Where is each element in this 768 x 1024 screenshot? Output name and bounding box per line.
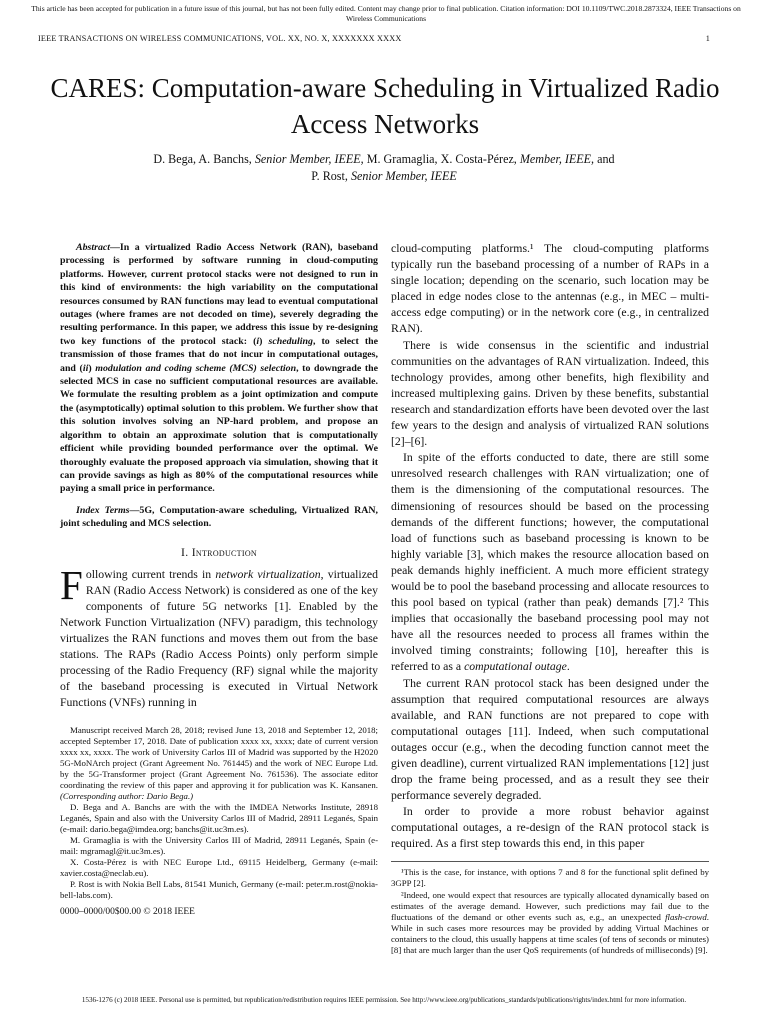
author-grade-2: Member, IEEE, (519, 152, 595, 166)
section-heading (60, 545, 378, 561)
section-title: Introduction (191, 545, 257, 559)
intro-text: , virtualized RAN (Radio Access Network) is considered as one of the key components of future 5G networks [1]. Enabled by the Network Function Virtualization (NFV) paradigm, this technology virtualizes the RAN functions and moves them out from the base stations. The RAPs (Radio Access Points) only perform simple processing of the Radio Frequency (RF) signal while the majority of the baseband processing is executed in Virtual Network Functions (VNFs) running in (60, 567, 379, 710)
footnote-2 (391, 890, 709, 956)
affiliation-3: X. Costa-Pérez is with NEC Europe Ltd., 69115 Heidelberg, Germany (e-mail: xavier.costa@neclab.eu). (60, 857, 378, 879)
abstract (60, 241, 378, 496)
affiliation-4: P. Rost is with Nokia Bell Labs, 81541 Munich, Germany (e-mail: peter.m.rost@nokia-bell-labs.com). (60, 879, 378, 901)
footnote-emphasis: flash-crowd (665, 911, 707, 922)
author-names-2: M. Gramaglia, X. Costa-Pérez, (363, 152, 520, 166)
left-column (60, 241, 378, 918)
copyright-notice: 1536-1276 (c) 2018 IEEE. Personal use is permitted, but republication/redistribution requires IEEE permission. See http://www.ieee.org/publications_standards/publications/rights/index.html for more information. (81, 996, 687, 1004)
body-emphasis: computational outage (464, 660, 567, 674)
copyright-line: 0000–0000/00$00.00 © 2018 IEEE (60, 907, 195, 918)
journal-name: IEEE TRANSACTIONS ON WIRELESS COMMUNICATIONS, VOL. XX, NO. X, XXXXXXX XXXX (38, 34, 402, 43)
author-names-3: P. Rost, (311, 169, 351, 183)
abstract-text: , to downgrade the selected MCS in case no sufficient computational resources are available. We formulate the resulting problem as a joint optimization and compute the (asymptotically) optimal solution to this problem. We further show that this solution involves solving an NP-hard problem, and propose an algorithm to obtain an approximate solution that is computationally efficient while providing bounded performance over the optimal. We thoroughly evaluate the proposed approach via simulation, showing that it can provide savings as high as 80% of the computational resources while paying a small price in performance. (60, 362, 379, 495)
body-paragraph-1: cloud-computing platforms.¹ The cloud-computing platforms typically run the baseband processing of a number of RAPs in a single location; depending on the scenario, such location may be placed in edge nodes close to the antennas (e.g., in MEC – multi-access edge computing) or in the network core (e.g., in centralized RAN). (391, 242, 709, 336)
running-head (38, 34, 710, 43)
abstract-text: ) (88, 362, 96, 374)
footnote-text: . While in such cases more resources may be provided by adding Virtual Machines or containers to the cloud, this usually happens at time scales (of tens of seconds or minutes) [8] that are much larger than the user QoS requirements (of hundreds of milliseconds) [9]. (391, 911, 709, 955)
author-list (60, 151, 708, 185)
body-paragraph-3 (391, 450, 709, 675)
affiliation-2: M. Gramaglia is with the University Carlos III of Madrid, 28911 Leganés, Spain (e-mail: mgramagl@it.uc3m.es). (60, 835, 378, 857)
index-terms (60, 504, 378, 531)
author-line-2 (60, 168, 708, 185)
abstract-term-scheduling: scheduling (268, 335, 313, 347)
corresponding-author: (Corresponding author: Dario Bega.) (60, 791, 194, 802)
abstract-text: —In a virtualized Radio Access Network (RAN), baseband processing is performed by software running in cloud-computing platforms. However, current protocol stacks were not designed to run in this kind of environments: the high variability on the computational resources consumed by RAN functions may lead to eventual computational outages (where frames are not decoded on time), severely degrading the resulting performance. In this paper, we address this issue by re-designing two key functions of the protocol stack: ( (60, 242, 378, 347)
intro-emphasis: network virtualization (215, 567, 321, 581)
author-grade-1: Senior Member, IEEE, (254, 152, 364, 166)
manuscript-footnotes (60, 725, 378, 918)
footnote-1: ¹This is the case, for instance, with options 7 and 8 for the functional split defined by 3GPP [2]. (391, 866, 709, 888)
footnote-text: ²Indeed, one would expect that resources are typically allocated dynamically based on estimates of the average demand. However, such predictions may fail due to the fluctuations of the demand or other events such as, e.g., an unexpected (391, 889, 709, 922)
author-names-1: D. Bega, A. Banchs, (153, 152, 255, 166)
index-terms-label: Index Terms (76, 504, 130, 516)
body-paragraph-5: In order to provide a more robust behavior against computational outages, a re-design of the RAN protocol stack is required. As a first step towards this end, in this paper (391, 805, 709, 851)
manuscript-received (60, 725, 378, 802)
right-column (391, 241, 709, 957)
author-conjunction: and (594, 152, 615, 166)
body-text: . (566, 660, 570, 674)
section-number: I. (181, 545, 192, 559)
index-terms-text: —5G, Computation-aware scheduling, Virtualized RAN, joint scheduling and MCS selection. (60, 504, 378, 530)
affiliation-1: D. Bega and A. Banchs are with the with the IMDEA Networks Institute, 28918 Leganés, Spain and also with the University Carlos III of Madrid, 28911 Leganés, Spain (e-mail: dario.bega@imdea.org; banchs@it.uc3m.es). (60, 802, 378, 835)
page-number: 1 (705, 34, 710, 43)
paper-title: CARES: Computation-aware Scheduling in Virtualized Radio Access Networks (50, 73, 720, 139)
abstract-enum-i: i (256, 335, 260, 347)
page-footnotes (391, 861, 709, 956)
body-paragraph-2: There is wide consensus in the scientific and industrial communities on the advantages of RAN virtualization. Indeed, this technology provides, among other benefits, high flexibility and increased multiplexing gains. Driven by these benefits, substantial research and standardization efforts have been devoted over the last few years to the design and analysis of virtualized RAN solutions [2]–[6]. (391, 338, 709, 449)
abstract-term-mcs: modulation and coding scheme (MCS) selection (95, 362, 297, 374)
abstract-text: , to select the transmission of those frames that do not incur in computational outages, and ( (60, 335, 378, 374)
intro-text: ollowing current trends in (85, 567, 216, 581)
author-line-1 (60, 151, 708, 168)
abstract-enum-ii: ii (82, 362, 89, 374)
body-paragraph-4: The current RAN protocol stack has been designed under the assumption that required computational resources are always available, and RAN functions are not prepared to cope with computational outages [11]. Indeed, when such computational outages occur (e.g., when the decoding function cannot meet the given deadline), current virtualized RAN implementations [12] just drop the frame being processed, and as a result they see their performance severely degraded. (391, 676, 709, 803)
body-text: In spite of the efforts conducted to date, there are still some unresolved research challenges with RAN virtualization; one of them is the dimensioning of the computational resources. The dimensioning of resources should be based on the processing demands of the different functions; however, the computational load of functions such as baseband processing is known to be highly variable [3], which makes the resource allocation based on peak demands highly inefficient. A much more efficient strategy would be to pool the baseband processing and allocate resources to this pool based on typical (rather than peak) demands [7].² This implies that occasionally the baseband processing pool may not have all the resources needed to process all frames within the involved timing constraints; following [10], hereafter this is referred to as a (391, 451, 709, 674)
abstract-text: ) (259, 335, 269, 347)
abstract-label: Abstract (76, 242, 111, 253)
author-grade-3: Senior Member, IEEE (350, 169, 457, 183)
publication-notice: This article has been accepted for publication in a future issue of this journal, but has not been fully edited. Content may change prior to final publication. Citation information: DOI 10.1109/TWC.2018.2873324, IEEE Transactions on Wireless Communications (31, 4, 741, 23)
drop-cap: F (60, 561, 83, 608)
intro-paragraph (60, 561, 379, 712)
received-text: Manuscript received March 28, 2018; revised June 13, 2018 and September 12, 2018; accepted September 17, 2018. Date of publication xxxx xx, xxxx; date of current version xxxx xx, xxxx. The work of University Carlos III of Madrid was supported by the H2020 5G-MoNArch project (Grant Agreement No. 761445) and the work of NEC Europe Ltd. by the 5G-Transformer project (Grant Agreement No. 761536). The associate editor coordinating the review of this paper and approving it for publication was K. Kansanen. (60, 725, 378, 791)
